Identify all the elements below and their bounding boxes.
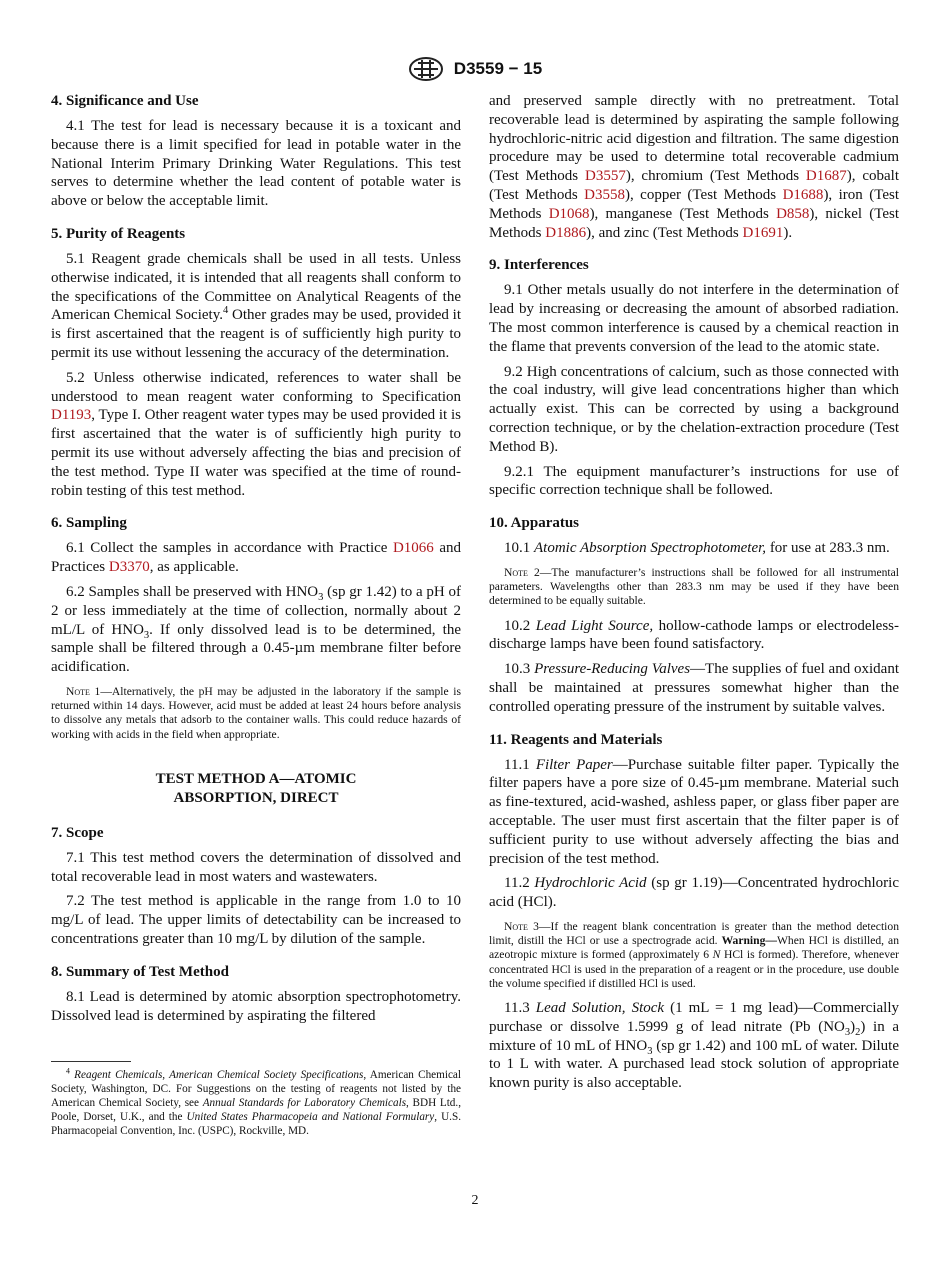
paragraph: 11.3 Lead Solution, Stock (1 mL = 1 mg lead)—Commercially purchase or dissolve 1.5999 g of lead nitrate (Pb $(NO_3)_2$) in a mixture of 10 mL of $HNO_3$ (sp gr 1.42) and 100 mL of water. Dilute to 1 L with water. A purchased lead stock solution of appropriate known purity is also acceptable.	[489, 999, 899, 1092]
paragraph: 6.1 Collect the samples in accordance with Practice D1066 and Practices D3370, as applicable.	[51, 540, 461, 576]
section-heading: 9. Interferences	[489, 257, 589, 274]
reference-link[interactable]: D1193	[51, 407, 92, 424]
footnote: $^4$ Reagent Chemicals, American Chemical Society Specifications, American Chemical Society, Washington, DC. For Suggestions on the testing of reagents not listed by the American Chemical Society, see Annual Standards for Laboratory Chemicals, BDH Ltd., Poole, Dorset, U.K., and the United States Pharmacopeia and National Formulary, U.S. Pharmacopeial Convention, Inc. (USPC), Rockville, MD.	[51, 1066, 461, 1138]
paragraph: 10.1 Atomic Absorption Spectrophotometer, for use at 283.3 nm.	[504, 540, 890, 557]
paragraph: 11.2 Hydrochloric Acid (sp gr 1.19)—Concentrated hydrochloric acid (HCl).	[489, 875, 899, 911]
reference-link[interactable]: D1066	[392, 540, 434, 557]
reference-link[interactable]: D3370	[108, 559, 150, 576]
left-column	[51, 92, 461, 1138]
reference-link[interactable]: D1687	[805, 168, 847, 185]
reference-link[interactable]: D3558	[584, 186, 625, 203]
right-column	[489, 92, 899, 1099]
reference-link[interactable]: D1688	[782, 186, 824, 203]
section-heading: 7. Scope	[51, 824, 104, 841]
section-heading: 8. Summary of Test Method	[51, 963, 229, 980]
paragraph: 10.3 Pressure-Reducing Valves—The supplies of fuel and oxidant shall be maintained at pressures somewhat higher than the controlled operating pressure of the instrument by suitable valves.	[489, 661, 899, 715]
reference-link[interactable]: D3557	[584, 168, 626, 185]
page-number: 2	[471, 1193, 479, 1208]
note: Note 1—Alternatively, the pH may be adjusted in the laboratory if the sample is returned within 14 days. However, acid must be added at least 24 hours before analysis to dissolve any metals that adsorb to the container walls. This could reduce hazards of working with acids in the field when appropriate.	[51, 684, 461, 741]
astm-logo-icon	[408, 56, 444, 82]
paragraph: 7.1 This test method covers the determination of dissolved and total recoverable lead in most waters and wastewaters.	[51, 849, 461, 885]
paragraph: 9.1 Other metals usually do not interfere in the determination of lead by increasing or decreasing the amount of absorbed radiation. The most common interference is caused by a chemical reaction in the flame that prevents conversion of the lead to the atomic state.	[489, 282, 899, 355]
paragraph: 8.1 Lead is determined by atomic absorption spectrophotometry. Dissolved lead is determined by aspirating the filtered	[51, 988, 461, 1024]
reference-link[interactable]: D858	[776, 205, 810, 222]
paragraph: 9.2.1 The equipment manufacturer’s instructions for use of specific correction technique shall be followed.	[489, 463, 899, 499]
paragraph: 6.2 Samples shall be preserved with $HNO_3$ (sp gr 1.42) to a pH of 2 or less immediately at the time of collection, normally about 2 mL/L of $HNO_3$. If only dissolved lead is to be determined, the sample shall be filtered through a 0.45-µm membrane filter before acidification.	[51, 583, 461, 676]
section-heading: 4. Significance and Use	[51, 93, 199, 109]
section-heading: 5. Purity of Reagents	[51, 225, 186, 242]
paragraph: 11.1 Filter Paper—Purchase suitable filter paper. Typically the filter papers have a pore size of 0.45-µm membrane. Material such as fine-textured, acid-washed, ashless paper, or glass fiber paper are acceptable. The user must first ascertain that the filter paper is of sufficient purity to use without adversely affecting the bias and precision of the test method.	[489, 756, 899, 867]
method-heading: TEST METHOD A—ATOMIC ABSORPTION, DIRECT	[155, 770, 357, 806]
reference-link[interactable]: D1068	[548, 205, 590, 222]
paragraph: 5.2 Unless otherwise indicated, references to water shall be understood to mean reagent water conforming to Specification D1193, Type I. Other reagent water types may be used provided it is first ascertained that the water is of sufficiently high purity to permit its use without adversely affecting the bias and precision of the test method. Type II water was specified at the time of round-robin testing of this test method.	[51, 369, 461, 499]
paragraph: 9.2 High concentrations of calcium, such as those connected with the coal industry, will give lead concentrations higher than which actually exist. This can be corrected by using a background correction technique, or by the chelation-extraction procedure (Test Method B).	[489, 363, 899, 455]
section-heading: 11. Reagents and Materials	[489, 731, 663, 748]
reference-link[interactable]: D1691	[742, 224, 784, 241]
page-header	[0, 56, 950, 82]
note: Note 2—The manufacturer’s instructions shall be followed for all instrumental parameters. Wavelengths other than 283.3 nm may be used if they have been determined to be equally suitable.	[489, 565, 899, 608]
reference-link[interactable]: D1886	[545, 224, 587, 241]
standard-designation: D3559 − 15	[453, 59, 543, 78]
paragraph-continued: and preserved sample directly with no pretreatment. Total recoverable lead is determined by aspirating the sample following hydrochloric-nitric acid digestion and filtration. The same digestion procedure may be used to determine total recoverable cadmium (Test Methods D3557), chromium (Test Methods D1687), cobalt (Test Methods D3558), copper (Test Methods D1688), iron (Test Methods D1068), manganese (Test Methods D858), nickel (Test Methods D1886), and zinc (Test Methods D1691).	[489, 93, 900, 241]
section-heading: 10. Apparatus	[489, 515, 580, 532]
note: Note 3—If the reagent blank concentration is greater than the method detection limit, distill the HCl or use a spectrograde acid. Warning—When HCl is distilled, an azeotropic mixture is formed (approximately 6 N HCl is formed). Therefore, whenever concentrated HCl is used in the preparation of a reagent or in the procedure, use double the volume specified if distilled HCl is used.	[489, 919, 899, 990]
paragraph: 7.2 The test method is applicable in the range from 1.0 to 10 mg/L of lead. The upper limits of detectability can be increased to concentrations greater than 10 mg/L by dilution of the sample.	[51, 893, 461, 947]
section-heading: 6. Sampling	[51, 515, 127, 532]
footnote-rule	[51, 1061, 131, 1062]
footnote-ref[interactable]: 4	[222, 305, 229, 317]
paragraph: 5.1 Reagent grade chemicals shall be used in all tests. Unless otherwise indicated, it is intended that all reagents shall conform to the specifications of the Committee on Analytical Reagents of the American Chemical Society.$^4$ Other grades may be used, provided it is first ascertained that the reagent is of sufficiently high purity to permit its use without lessening the accuracy of the determination.	[51, 250, 461, 361]
paragraph: 10.2 Lead Light Source, hollow-cathode lamps or electrodeless-discharge lamps have been found satisfactory.	[489, 617, 899, 653]
paragraph: 4.1 The test for lead is necessary because it is a toxicant and because there is a limit specified for lead in potable water in the National Interim Primary Drinking Water Regulations. This test serves to determine whether the lead content of potable water is above or below the acceptable limit.	[51, 118, 461, 210]
